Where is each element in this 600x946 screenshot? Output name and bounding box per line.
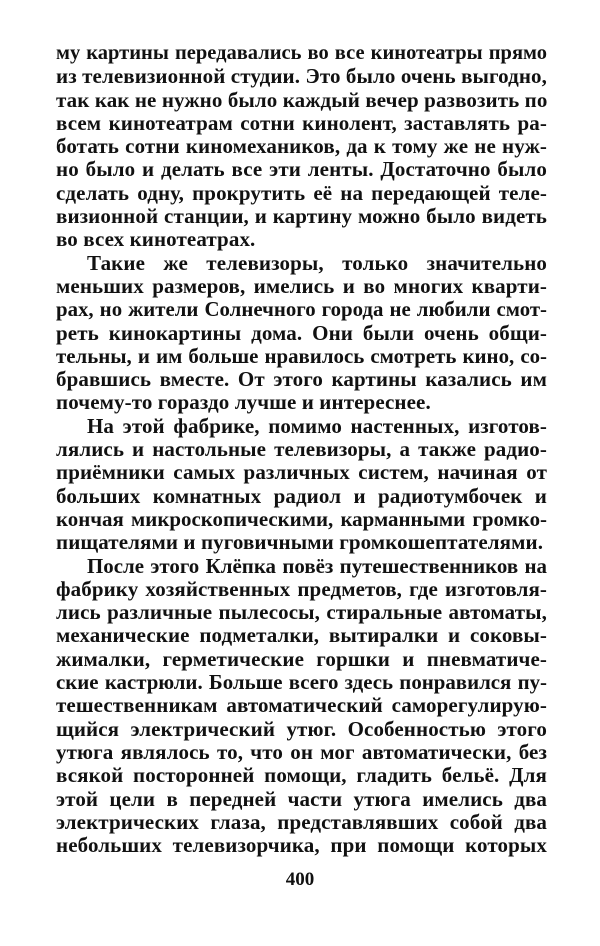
text-line: лись различные пылесосы, стиральные автоматы, (56, 600, 547, 625)
page-number: 400 (285, 869, 315, 890)
text-line: кончая микроскопическими, карманными громко- (56, 506, 547, 531)
text-line: тешественникам автоматический саморегулирую- (56, 693, 547, 718)
paragraph-1 (56, 42, 547, 252)
text-line: пищателями и пуговичными громкошептателями. (56, 530, 544, 555)
text-line: приёмники самых различных систем, начиная от (56, 460, 547, 485)
text-line: но было и делать все эти ленты. Достаточно было (56, 157, 547, 182)
text-line: На этой фабрике, помимо настенных, изготов- (87, 413, 547, 438)
text-line: ские кастрюли. Больше всего здесь понравился пу- (56, 670, 547, 695)
text-line: реть кинокартины дома. Они были очень общи- (56, 320, 547, 345)
text-line: утюга являлось то, что он мог автоматически, без (56, 739, 547, 764)
text-line: небольших телевизорчика, при помощи которых (56, 833, 547, 858)
text-line: щийся электрический утюг. Особенностью этого (56, 716, 547, 741)
text-line: всем кинотеатрам сотни кинолент, заставлять ра- (56, 110, 547, 135)
text-line: так как не нужно было каждый вечер развозить по (56, 87, 548, 112)
text-line: бравшись вместе. От этого картины казались им (56, 367, 547, 392)
text-line: рах, но жители Солнечного города не любили смот- (56, 297, 547, 322)
text-line: всякой посторонней помощи, гладить бельё. Для (56, 763, 547, 788)
text-line: ботать сотни киномехаников, да к тому же не нуж- (56, 134, 547, 159)
text-line: меньших размеров, имелись и во многих кварти- (56, 273, 547, 298)
text-line: этой цели в передней части утюга имелись два (56, 786, 547, 811)
text-line: лялись и настольные телевизоры, а также радио- (56, 437, 547, 462)
text-line: визионной станции, и картину можно было видеть (56, 204, 547, 229)
text-line: почему-то гораздо лучше и интереснее. (56, 390, 431, 415)
paragraph-3 (56, 415, 547, 555)
text-line: из телевизионной студии. Это было очень выгодно, (56, 64, 547, 89)
text-line: Такие же телевизоры, только значительно (87, 250, 547, 275)
text-line: жималки, герметические горшки и пневматиче- (56, 646, 547, 671)
text-line: тельны, и им больше нравилось смотреть кино, со- (56, 343, 547, 368)
text-line: во всех кинотеатрах. (56, 227, 256, 252)
text-line: му картины передавались во все кинотеатры прямо (56, 42, 547, 64)
text-line: механические подметалки, вытиралки и соковы- (56, 623, 547, 648)
text-line: больших комнатных радиол и радиотумбочек и (56, 483, 547, 508)
text-line: электрических глаза, представлявших собой два (56, 809, 547, 834)
paragraph-4 (56, 555, 547, 858)
text-line: После этого Клёпка повёз путешественников на (87, 553, 547, 578)
text-line: фабрику хозяйственных предметов, где изготовля- (56, 576, 547, 601)
paragraph-2 (56, 252, 547, 415)
text-line: сделать одну, прокрутить её на передающей теле- (56, 180, 547, 205)
page-body (56, 42, 547, 857)
